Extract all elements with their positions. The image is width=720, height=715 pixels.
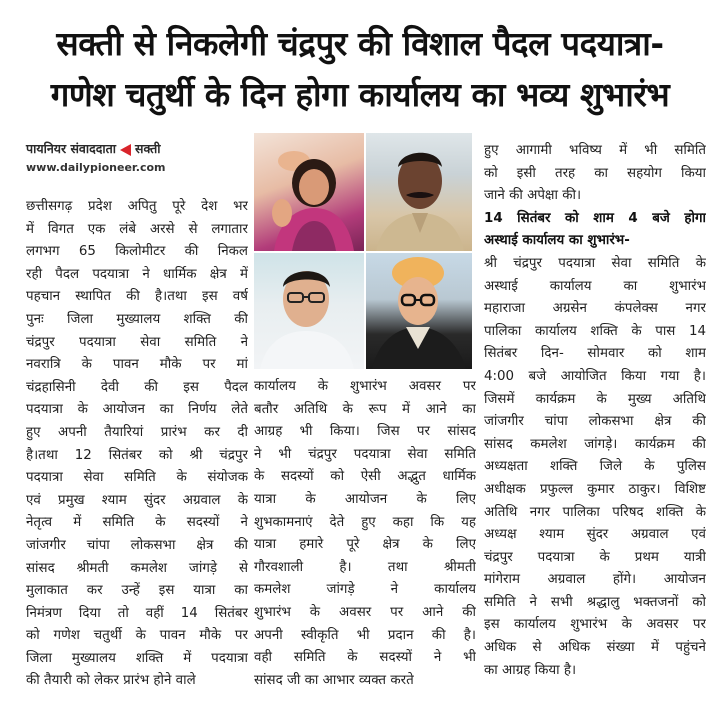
text-line: चंद्रपुर पदयात्रा सेवा समिति ने bbox=[26, 334, 248, 350]
text-line: अधिक से अधिक संख्या में पहुंचने bbox=[484, 640, 706, 656]
woman-in-pink-saree-photo bbox=[254, 133, 364, 251]
text-line: सांसद जी का आभार व्यक्त करते bbox=[254, 672, 414, 688]
text-line: जिसमें कार्यक्रम के मुख्य अतिथि bbox=[484, 391, 706, 407]
byline-location: सक्ती bbox=[135, 141, 161, 156]
text-line: छत्तीसगढ़ प्रदेश अपितु पूरे देश भर bbox=[26, 199, 248, 214]
text-line: जांजगीर चांपा लोकसभा क्षेत्र की bbox=[484, 414, 706, 430]
text-line: मांगेराम अग्रवाल होंगे। आयोजन bbox=[484, 572, 706, 588]
text-line: पुनः जिला मुख्यालय शक्ति की bbox=[26, 311, 248, 327]
photo-collage bbox=[254, 133, 472, 369]
text-line: निमंत्रण दिया तो वहीं 14 सितंबर bbox=[26, 605, 248, 621]
column-3-intro bbox=[484, 140, 706, 208]
text-line: है।तथा 12 सितंबर को श्री चंद्रपुर bbox=[26, 447, 248, 463]
article-column-1 bbox=[26, 196, 248, 693]
text-line: समिति ने सभी श्रद्धालु भक्तजनों को bbox=[484, 594, 706, 610]
text-line: पदयात्रा के आयोजन का निर्णय लेते bbox=[26, 402, 248, 418]
text-line: नेतृत्व में समिति के सदस्यों ने bbox=[26, 515, 248, 531]
text-line: हुए अपनी तैयारियां प्रारंभ कर दी bbox=[26, 424, 248, 440]
man-with-glasses-photo bbox=[254, 253, 364, 369]
text-line: इस कार्यालय शुभारंभ के अवसर पर bbox=[484, 617, 706, 633]
text-line: सांसद कमलेश जांगड़े। कार्यक्रम की bbox=[484, 436, 706, 452]
text-line: मुलाकात कर उन्हें इस यात्रा का bbox=[26, 583, 248, 599]
text-line: एवं प्रमुख श्याम सुंदर अग्रवाल के bbox=[26, 492, 248, 508]
text-line: शुभकामनाएं देते हुए कहा कि यह bbox=[254, 514, 476, 530]
text-line: 14 सितंबर को शाम 4 बजे होगा bbox=[484, 210, 706, 226]
text-line: जाने की अपेक्षा की। bbox=[484, 188, 582, 204]
text-line: अस्थाई कार्यालय का शुभारंभ- bbox=[484, 233, 630, 249]
byline bbox=[26, 140, 248, 157]
text-line: कार्यालय के शुभारंभ अवसर पर bbox=[254, 379, 476, 394]
text-line: लगभग 65 किलोमीटर की निकल bbox=[26, 244, 248, 260]
man-in-turban-photo bbox=[366, 253, 472, 369]
section-subheading bbox=[484, 208, 706, 253]
headline-line-2: गणेश चतुर्थी के दिन होगा कार्यालय का भव्य शुभारंभ bbox=[50, 75, 670, 114]
byline-arrow-icon bbox=[120, 144, 131, 156]
text-line: महाराजा अग्रसेन कंपलेक्स नगर bbox=[484, 301, 706, 317]
website-url: www.dailypioneer.com bbox=[26, 161, 166, 174]
text-line: रही पैदल पदयात्रा ने धार्मिक क्षेत्र में bbox=[26, 266, 248, 282]
text-line: जिला मुख्यालय शक्ति में पदयात्रा bbox=[26, 650, 248, 666]
text-line: पदयात्रा सेवा समिति के संयोजक bbox=[26, 470, 248, 486]
text-line: वही समिति के सदस्यों ने भी bbox=[254, 650, 476, 666]
text-line: यात्रा के आयोजन के लिए bbox=[254, 491, 476, 507]
headline-line-1: सक्ती से निकलेगी चंद्रपुर की विशाल पैदल पदयात्रा- bbox=[56, 24, 664, 63]
text-line: ने भी चंद्रपुर पदयात्रा सेवा समिति bbox=[254, 446, 476, 462]
column-3-body bbox=[484, 253, 706, 682]
article-column-3 bbox=[484, 140, 706, 682]
article-column-2 bbox=[254, 376, 476, 692]
text-line: आग्रह भी किया। जिस पर सांसद bbox=[254, 424, 476, 440]
text-line: 4:00 बजे आयोजित किया गया है। bbox=[484, 368, 706, 384]
text-line: अध्यक्ष श्याम सुंदर अग्रवाल एवं bbox=[484, 527, 706, 543]
text-line: नवरात्रि के पावन मौके पर मां bbox=[26, 357, 248, 373]
text-line: अतिथि नगर पालिका परिषद शक्ति के bbox=[484, 504, 706, 520]
text-line: में विगत एक लंबे अरसे से लगातार bbox=[26, 221, 248, 237]
text-line: गौरवशाली है। तथा श्रीमती bbox=[254, 559, 476, 575]
text-line: अस्थाई कार्यालय का शुभारंभ bbox=[484, 278, 706, 294]
text-line: पालिका कार्यालय शक्ति के पास 14 bbox=[484, 323, 706, 339]
man-with-mustache-photo bbox=[366, 133, 472, 251]
text-line: बतौर अतिथि के रूप में आने का bbox=[254, 401, 476, 417]
text-line: श्री चंद्रपुर पदयात्रा सेवा समिति के bbox=[484, 255, 706, 271]
text-line: सितंबर दिन- सोमवार को शाम bbox=[484, 346, 706, 362]
text-line: को इसी तरह का सहयोग किया bbox=[484, 165, 706, 181]
text-line: को गणेश चतुर्थी के पावन मौके पर bbox=[26, 628, 248, 644]
text-line: अधीक्षक प्रफुल्ल कुमार ठाकुर। विशिष्ट bbox=[484, 481, 706, 497]
text-line: अपनी स्वीकृति भी प्रदान की है। bbox=[254, 627, 476, 643]
text-line: का आग्रह किया है। bbox=[484, 662, 577, 678]
article-headline bbox=[8, 18, 712, 120]
text-line: शुभारंभ के अवसर पर आने की bbox=[254, 604, 476, 620]
text-line: के सदस्यों को ऐसी अद्भुत धार्मिक bbox=[254, 469, 476, 485]
text-line: अध्यक्षता शक्ति जिले के पुलिस bbox=[484, 459, 706, 475]
text-line: कमलेश जांगड़े ने कार्यालय bbox=[254, 582, 476, 598]
text-line: चंद्रपुर पदयात्रा के प्रथम यात्री bbox=[484, 549, 706, 565]
text-line: जांजगीर चांपा लोकसभा क्षेत्र की bbox=[26, 537, 248, 553]
text-line: की तैयारी को लेकर प्रारंभ होने वाले bbox=[26, 673, 196, 689]
text-line: चंद्रहासिनी देवी की इस पैदल bbox=[26, 379, 248, 395]
text-line: यात्रा हमारे पूरे क्षेत्र के लिए bbox=[254, 537, 476, 553]
byline-reporter: पायनियर संवाददाता bbox=[26, 141, 116, 156]
text-line: हुए आगामी भविष्य में भी समिति bbox=[484, 143, 706, 158]
text-line: सांसद श्रीमती कमलेश जांगड़े से bbox=[26, 560, 248, 576]
text-line: पहचान स्थापित की है।तथा इस वर्ष bbox=[26, 289, 248, 305]
